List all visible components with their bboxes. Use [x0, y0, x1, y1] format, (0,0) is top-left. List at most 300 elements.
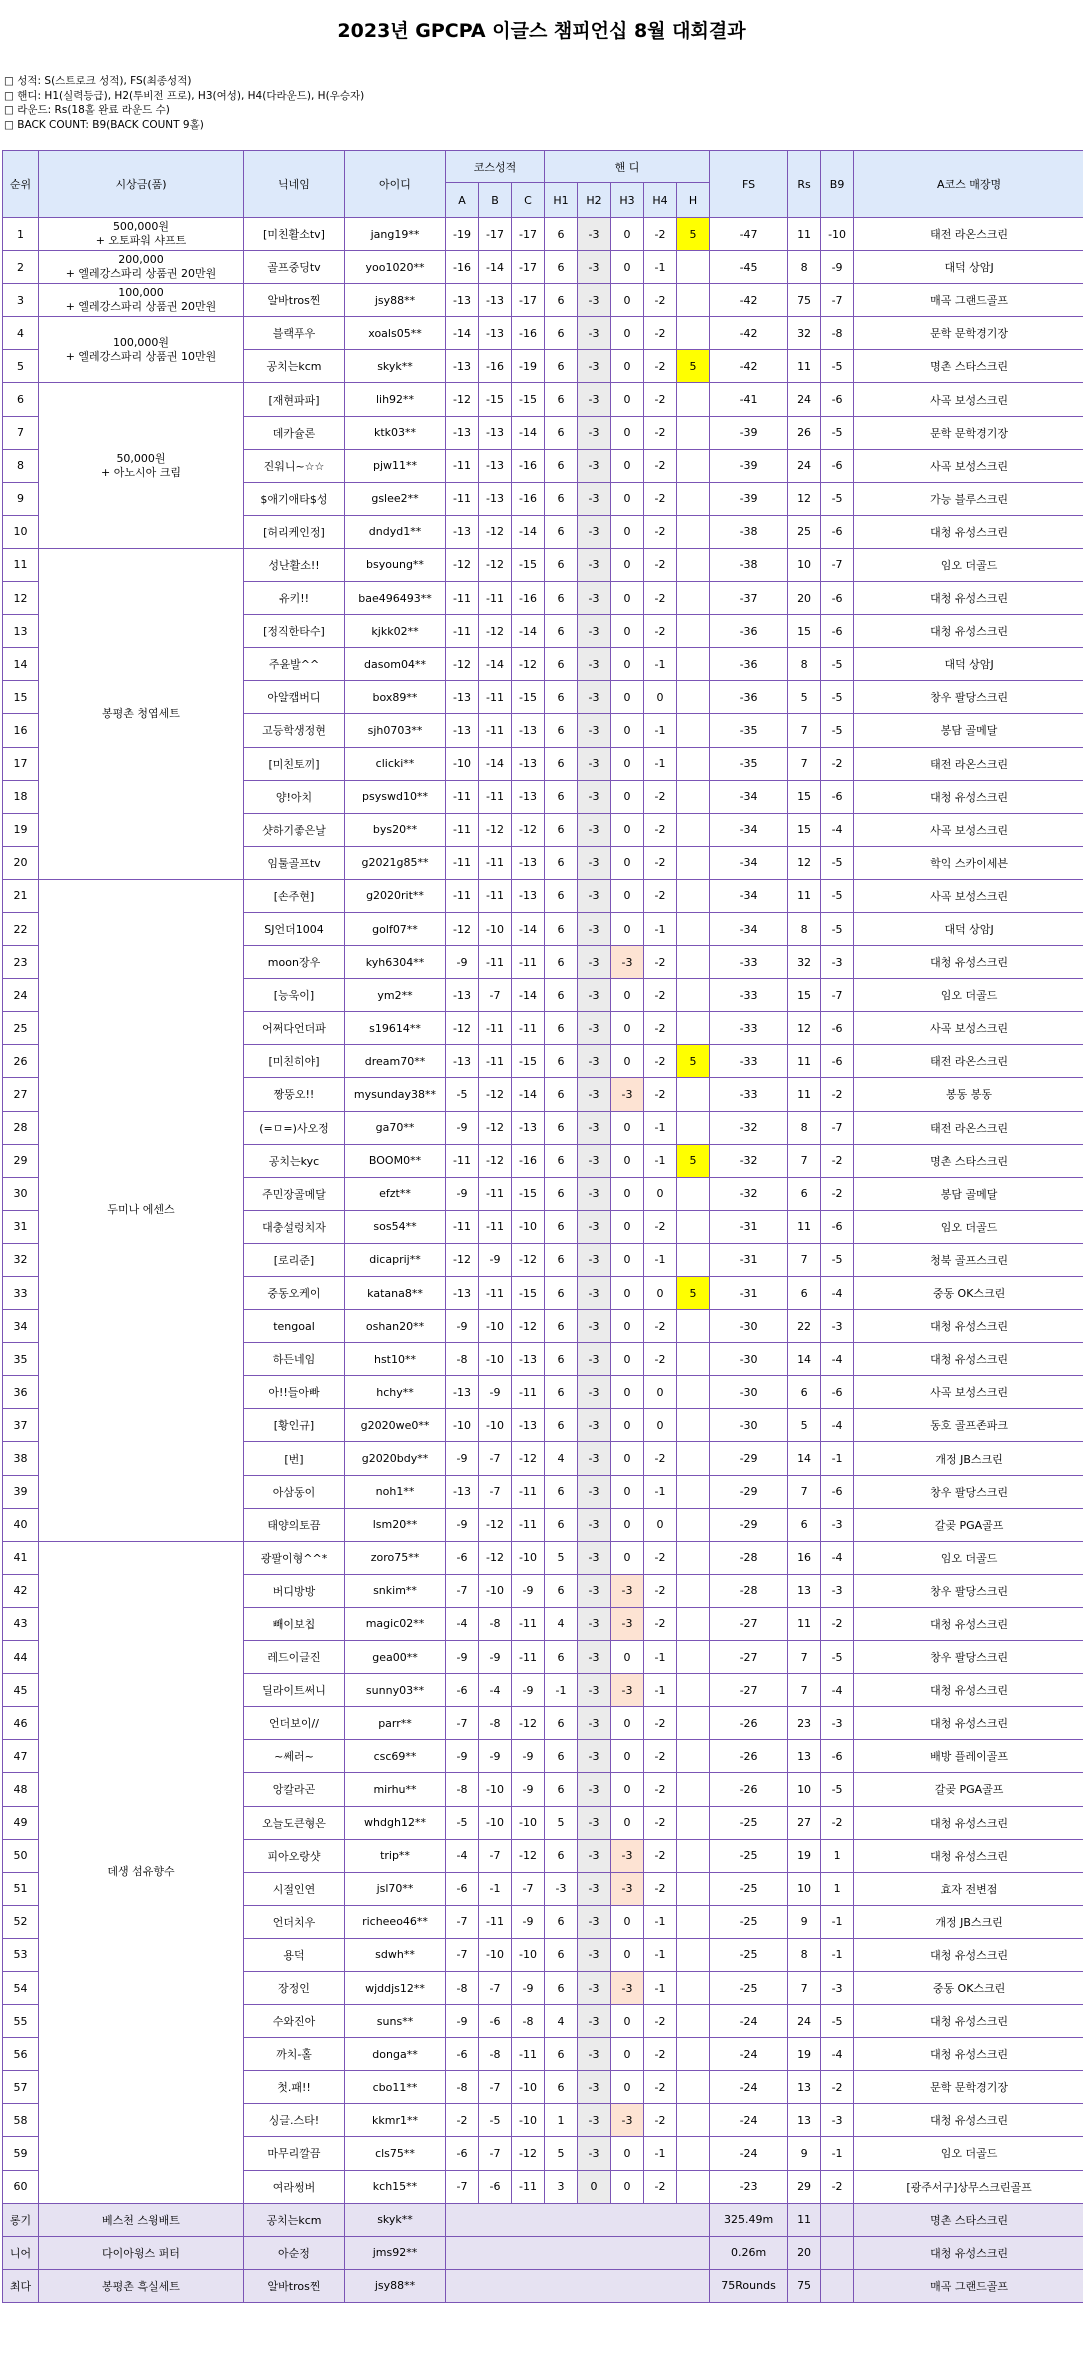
rank-cell: 39	[3, 1475, 39, 1508]
rank-cell: 34	[3, 1310, 39, 1343]
h-cell	[677, 1243, 710, 1276]
score-c-cell: -12	[512, 1839, 545, 1872]
h3-cell: 0	[611, 879, 644, 912]
h2-cell: -3	[578, 879, 611, 912]
header-h3: H3	[611, 183, 644, 218]
score-a-cell: -6	[446, 1541, 479, 1574]
special-label-cell: 니어	[3, 2236, 39, 2269]
fs-cell: -30	[710, 1409, 788, 1442]
special-award-row	[3, 2236, 1083, 2269]
rs-cell: 26	[788, 416, 821, 449]
score-a-cell: -11	[446, 780, 479, 813]
h4-cell: -1	[644, 1938, 677, 1971]
table-row	[3, 879, 1083, 912]
fs-cell: -34	[710, 780, 788, 813]
b9-cell: -6	[821, 1475, 854, 1508]
score-a-cell: -16	[446, 251, 479, 284]
id-cell: gea00**	[345, 1641, 446, 1674]
rs-cell: 19	[788, 2038, 821, 2071]
score-a-cell: -8	[446, 1343, 479, 1376]
fs-cell: -32	[710, 1144, 788, 1177]
id-cell: yoo1020**	[345, 251, 446, 284]
h3-cell: -3	[611, 1674, 644, 1707]
b9-cell: -4	[821, 813, 854, 846]
store-cell: 창우 팔당스크린	[854, 1574, 1083, 1607]
rs-cell: 7	[788, 1971, 821, 2004]
id-cell: trip**	[345, 1839, 446, 1872]
h3-cell: 0	[611, 251, 644, 284]
id-cell: efzt**	[345, 1177, 446, 1210]
h-cell	[677, 879, 710, 912]
rs-cell: 13	[788, 2071, 821, 2104]
h4-cell: -1	[644, 1905, 677, 1938]
h4-cell: -1	[644, 714, 677, 747]
h4-cell: 0	[644, 1508, 677, 1541]
h4-cell: -2	[644, 813, 677, 846]
score-c-cell: -13	[512, 1343, 545, 1376]
h3-cell: 0	[611, 912, 644, 945]
h-cell	[677, 1376, 710, 1409]
score-a-cell: -12	[446, 548, 479, 581]
h3-cell: -3	[611, 946, 644, 979]
fs-cell: -47	[710, 218, 788, 251]
rank-cell: 41	[3, 1541, 39, 1574]
h4-cell: -2	[644, 846, 677, 879]
h3-cell: 0	[611, 846, 644, 879]
note-handicap: □ 핸디: H1(실력등급), H2(투비전 프로), H3(여성), H4(다라운드), H(우승자)	[4, 89, 1083, 104]
score-b-cell: -11	[479, 846, 512, 879]
id-cell: parr**	[345, 1707, 446, 1740]
h-cell	[677, 1872, 710, 1905]
score-b-cell: -7	[479, 2137, 512, 2170]
nickname-cell: 공치는kyc	[244, 1144, 345, 1177]
special-nickname-cell: 알바tros찐	[244, 2269, 345, 2302]
h4-cell: -2	[644, 2038, 677, 2071]
rank-cell: 10	[3, 515, 39, 548]
h3-cell: 0	[611, 780, 644, 813]
b9-cell: -3	[821, 946, 854, 979]
b9-cell: -5	[821, 879, 854, 912]
h2-cell: -3	[578, 648, 611, 681]
store-cell: 대청 유성스크린	[854, 1707, 1083, 1740]
h-cell	[677, 2104, 710, 2137]
score-b-cell: -8	[479, 1707, 512, 1740]
rs-cell: 12	[788, 1012, 821, 1045]
rank-cell: 60	[3, 2170, 39, 2203]
rank-cell: 59	[3, 2137, 39, 2170]
h2-cell: -3	[578, 1210, 611, 1243]
special-nickname-cell: 아순정	[244, 2236, 345, 2269]
h4-cell: 0	[644, 1177, 677, 1210]
score-a-cell: -14	[446, 317, 479, 350]
h-cell	[677, 780, 710, 813]
score-b-cell: -10	[479, 1938, 512, 1971]
h3-cell: 0	[611, 383, 644, 416]
h-cell	[677, 1740, 710, 1773]
score-a-cell: -13	[446, 714, 479, 747]
store-cell: 명촌 스타스크린	[854, 350, 1083, 383]
rs-cell: 19	[788, 1839, 821, 1872]
h-cell	[677, 1111, 710, 1144]
rank-cell: 12	[3, 582, 39, 615]
score-c-cell: -13	[512, 1111, 545, 1144]
b9-cell: -2	[821, 2071, 854, 2104]
rank-cell: 49	[3, 1806, 39, 1839]
rank-cell: 30	[3, 1177, 39, 1210]
h4-cell: -2	[644, 284, 677, 317]
score-a-cell: -9	[446, 1740, 479, 1773]
score-b-cell: -10	[479, 1574, 512, 1607]
h4-cell: -2	[644, 383, 677, 416]
h1-cell: 6	[545, 1045, 578, 1078]
score-b-cell: -10	[479, 1409, 512, 1442]
h3-cell: 0	[611, 1707, 644, 1740]
h1-cell: 6	[545, 1243, 578, 1276]
h-cell	[677, 2137, 710, 2170]
score-a-cell: -7	[446, 1905, 479, 1938]
h2-cell: -3	[578, 846, 611, 879]
rank-cell: 32	[3, 1243, 39, 1276]
rank-cell: 51	[3, 1872, 39, 1905]
nickname-cell: 대충설렁치자	[244, 1210, 345, 1243]
b9-cell: -3	[821, 1707, 854, 1740]
nickname-cell: 첫.패!!	[244, 2071, 345, 2104]
rs-cell: 7	[788, 1243, 821, 1276]
score-a-cell: -7	[446, 2170, 479, 2203]
score-a-cell: -6	[446, 1674, 479, 1707]
fs-cell: -27	[710, 1607, 788, 1640]
h4-cell: -2	[644, 1839, 677, 1872]
b9-cell: -5	[821, 1243, 854, 1276]
special-id-cell: skyk**	[345, 2203, 446, 2236]
b9-cell: -5	[821, 2005, 854, 2038]
score-c-cell: -10	[512, 1938, 545, 1971]
store-cell: 임오 더골드	[854, 548, 1083, 581]
score-b-cell: -12	[479, 1541, 512, 1574]
b9-cell: -5	[821, 681, 854, 714]
id-cell: jsl70**	[345, 1872, 446, 1905]
rs-cell: 15	[788, 780, 821, 813]
score-c-cell: -13	[512, 1409, 545, 1442]
score-b-cell: -10	[479, 1343, 512, 1376]
rank-cell: 29	[3, 1144, 39, 1177]
score-c-cell: -12	[512, 2137, 545, 2170]
id-cell: box89**	[345, 681, 446, 714]
h-cell	[677, 946, 710, 979]
rank-cell: 42	[3, 1574, 39, 1607]
h2-cell: -3	[578, 1475, 611, 1508]
id-cell: ga70**	[345, 1111, 446, 1144]
fs-cell: -25	[710, 1806, 788, 1839]
score-a-cell: -11	[446, 813, 479, 846]
store-cell: 대청 유성스크린	[854, 1806, 1083, 1839]
rs-cell: 11	[788, 218, 821, 251]
id-cell: cls75**	[345, 2137, 446, 2170]
nickname-cell: 유키!!	[244, 582, 345, 615]
fs-cell: -36	[710, 648, 788, 681]
h2-cell: -3	[578, 2104, 611, 2137]
score-a-cell: -9	[446, 2005, 479, 2038]
table-row	[3, 284, 1083, 317]
h4-cell: -2	[644, 1872, 677, 1905]
nickname-cell: 진워니~☆☆	[244, 449, 345, 482]
fs-cell: -31	[710, 1243, 788, 1276]
nickname-cell: 앙칼라곤	[244, 1773, 345, 1806]
special-award-row	[3, 2269, 1083, 2302]
h1-cell: 6	[545, 1111, 578, 1144]
h2-cell: -3	[578, 1905, 611, 1938]
id-cell: jsy88**	[345, 284, 446, 317]
h2-cell: -3	[578, 780, 611, 813]
store-cell: 태전 라온스크린	[854, 1045, 1083, 1078]
rs-cell: 32	[788, 317, 821, 350]
score-b-cell: -11	[479, 780, 512, 813]
rs-cell: 11	[788, 1210, 821, 1243]
score-c-cell: -13	[512, 780, 545, 813]
id-cell: csc69**	[345, 1740, 446, 1773]
rank-cell: 54	[3, 1971, 39, 2004]
nickname-cell: 레드이글진	[244, 1641, 345, 1674]
h2-cell: -3	[578, 251, 611, 284]
h2-cell: -3	[578, 1806, 611, 1839]
score-b-cell: -11	[479, 1045, 512, 1078]
h2-cell: -3	[578, 979, 611, 1012]
h2-cell: -3	[578, 2005, 611, 2038]
rs-cell: 14	[788, 1343, 821, 1376]
nickname-cell: [미친토끼]	[244, 747, 345, 780]
special-id-cell: jsy88**	[345, 2269, 446, 2302]
score-a-cell: -9	[446, 1508, 479, 1541]
id-cell: g2021g85**	[345, 846, 446, 879]
h-cell: 5	[677, 1277, 710, 1310]
h3-cell: 0	[611, 1905, 644, 1938]
nickname-cell: 광팔이형^^*	[244, 1541, 345, 1574]
h1-cell: 6	[545, 1210, 578, 1243]
rank-cell: 58	[3, 2104, 39, 2137]
score-a-cell: -12	[446, 1012, 479, 1045]
score-a-cell: -11	[446, 879, 479, 912]
h-cell	[677, 813, 710, 846]
score-a-cell: -12	[446, 1243, 479, 1276]
score-b-cell: -9	[479, 1641, 512, 1674]
h3-cell: 0	[611, 218, 644, 251]
h3-cell: 0	[611, 1243, 644, 1276]
store-cell: 봉담 골메달	[854, 714, 1083, 747]
score-b-cell: -8	[479, 2038, 512, 2071]
nickname-cell: 고등학생정현	[244, 714, 345, 747]
rank-cell: 26	[3, 1045, 39, 1078]
score-c-cell: -17	[512, 284, 545, 317]
h1-cell: 6	[545, 548, 578, 581]
store-cell: 대덕 상암J	[854, 251, 1083, 284]
rank-cell: 4	[3, 317, 39, 350]
h-cell	[677, 1012, 710, 1045]
id-cell: oshan20**	[345, 1310, 446, 1343]
h-cell: 5	[677, 350, 710, 383]
score-c-cell: -16	[512, 582, 545, 615]
h-cell	[677, 1674, 710, 1707]
header-c: C	[512, 183, 545, 218]
b9-cell: -1	[821, 1442, 854, 1475]
nickname-cell: 주윤발^^	[244, 648, 345, 681]
rs-cell: 14	[788, 1442, 821, 1475]
store-cell: 태전 라온스크린	[854, 1111, 1083, 1144]
nickname-cell: 샷하기좋은날	[244, 813, 345, 846]
score-a-cell: -13	[446, 416, 479, 449]
h3-cell: -3	[611, 1971, 644, 2004]
h1-cell: 6	[545, 1409, 578, 1442]
b9-cell: -3	[821, 1508, 854, 1541]
score-a-cell: -4	[446, 1607, 479, 1640]
nickname-cell: 언더보이//	[244, 1707, 345, 1740]
nickname-cell: 마무리깔끔	[244, 2137, 345, 2170]
id-cell: BOOM0**	[345, 1144, 446, 1177]
store-cell: 대청 유성스크린	[854, 615, 1083, 648]
rank-cell: 1	[3, 218, 39, 251]
rs-cell: 11	[788, 879, 821, 912]
rs-cell: 10	[788, 1773, 821, 1806]
rs-cell: 7	[788, 747, 821, 780]
h1-cell: 6	[545, 1012, 578, 1045]
header-h: H	[677, 183, 710, 218]
h-cell	[677, 1971, 710, 2004]
score-c-cell: -14	[512, 1078, 545, 1111]
h-cell	[677, 714, 710, 747]
h1-cell: 6	[545, 1938, 578, 1971]
score-a-cell: -6	[446, 2038, 479, 2071]
id-cell: sos54**	[345, 1210, 446, 1243]
blank-cell	[446, 2269, 710, 2302]
score-a-cell: -8	[446, 2071, 479, 2104]
score-a-cell: -19	[446, 218, 479, 251]
score-c-cell: -15	[512, 1045, 545, 1078]
score-b-cell: -10	[479, 912, 512, 945]
rank-cell: 28	[3, 1111, 39, 1144]
b9-cell: -3	[821, 1971, 854, 2004]
header-prize: 시상금(품)	[39, 151, 244, 218]
note-score: □ 성적: S(스트로크 성적), FS(최종성적)	[4, 74, 1083, 89]
score-c-cell: -16	[512, 317, 545, 350]
h4-cell: 0	[644, 1376, 677, 1409]
blank-cell	[446, 2236, 710, 2269]
id-cell: wjddjs12**	[345, 1971, 446, 2004]
store-cell: 봉동 봉동	[854, 1078, 1083, 1111]
rs-cell: 15	[788, 813, 821, 846]
h-cell	[677, 416, 710, 449]
store-cell: 중동 OK스크린	[854, 1971, 1083, 2004]
id-cell: g2020rit**	[345, 879, 446, 912]
h4-cell: -2	[644, 979, 677, 1012]
h1-cell: 6	[545, 416, 578, 449]
h-cell	[677, 449, 710, 482]
store-cell: 봉담 골메달	[854, 1177, 1083, 1210]
rs-cell: 13	[788, 1740, 821, 1773]
store-cell: 대청 유성스크린	[854, 2005, 1083, 2038]
score-b-cell: -8	[479, 1607, 512, 1640]
score-c-cell: -12	[512, 648, 545, 681]
h3-cell: 0	[611, 284, 644, 317]
id-cell: sjh0703**	[345, 714, 446, 747]
fs-cell: -25	[710, 1872, 788, 1905]
special-fs-cell: 75Rounds	[710, 2269, 788, 2302]
h-cell	[677, 1541, 710, 1574]
h2-cell: -3	[578, 1177, 611, 1210]
store-cell: 대청 유성스크린	[854, 2038, 1083, 2071]
score-c-cell: -8	[512, 2005, 545, 2038]
fs-cell: -28	[710, 1541, 788, 1574]
id-cell: snkim**	[345, 1574, 446, 1607]
h-cell	[677, 2038, 710, 2071]
h2-cell: -3	[578, 912, 611, 945]
rank-cell: 36	[3, 1376, 39, 1409]
score-b-cell: -13	[479, 449, 512, 482]
h4-cell: -2	[644, 1343, 677, 1376]
score-b-cell: -14	[479, 747, 512, 780]
rank-cell: 48	[3, 1773, 39, 1806]
note-backcount: □ BACK COUNT: B9(BACK COUNT 9홀)	[4, 118, 1083, 133]
nickname-cell: 양!아치	[244, 780, 345, 813]
h3-cell: 0	[611, 1409, 644, 1442]
fs-cell: -33	[710, 946, 788, 979]
score-a-cell: -11	[446, 615, 479, 648]
h4-cell: -2	[644, 2104, 677, 2137]
id-cell: dndyd1**	[345, 515, 446, 548]
id-cell: dicaprij**	[345, 1243, 446, 1276]
score-a-cell: -4	[446, 1839, 479, 1872]
results-table	[2, 150, 1083, 2303]
h2-cell: -3	[578, 1508, 611, 1541]
fs-cell: -35	[710, 714, 788, 747]
h1-cell: 6	[545, 1078, 578, 1111]
b9-cell: -2	[821, 2170, 854, 2203]
nickname-cell: 피아오랑샷	[244, 1839, 345, 1872]
header-h4: H4	[644, 183, 677, 218]
h2-cell: -3	[578, 1541, 611, 1574]
b9-cell: -6	[821, 1210, 854, 1243]
h1-cell: 6	[545, 1773, 578, 1806]
id-cell: s19614**	[345, 1012, 446, 1045]
score-b-cell: -13	[479, 284, 512, 317]
special-prize-cell: 봉평촌 흑실세트	[39, 2269, 244, 2302]
store-cell: 배방 플레이골프	[854, 1740, 1083, 1773]
rank-cell: 40	[3, 1508, 39, 1541]
fs-cell: -30	[710, 1376, 788, 1409]
h1-cell: 6	[545, 780, 578, 813]
score-b-cell: -7	[479, 1442, 512, 1475]
score-a-cell: -10	[446, 747, 479, 780]
h1-cell: 6	[545, 251, 578, 284]
score-c-cell: -16	[512, 1144, 545, 1177]
h3-cell: 0	[611, 582, 644, 615]
h2-cell: -3	[578, 1376, 611, 1409]
score-a-cell: -9	[446, 1442, 479, 1475]
table-row	[3, 1541, 1083, 1574]
rs-cell: 8	[788, 1938, 821, 1971]
h2-cell: -3	[578, 482, 611, 515]
h1-cell: 6	[545, 1177, 578, 1210]
nickname-cell: [미친히야]	[244, 1045, 345, 1078]
store-cell: 임오 더골드	[854, 1210, 1083, 1243]
score-c-cell: -11	[512, 2038, 545, 2071]
nickname-cell: $애기애타$성	[244, 482, 345, 515]
id-cell: bsyoung**	[345, 548, 446, 581]
h2-cell: -3	[578, 449, 611, 482]
fs-cell: -25	[710, 1938, 788, 1971]
fs-cell: -24	[710, 2071, 788, 2104]
results-body	[3, 218, 1083, 2303]
h3-cell: -3	[611, 1872, 644, 1905]
h2-cell: -3	[578, 284, 611, 317]
